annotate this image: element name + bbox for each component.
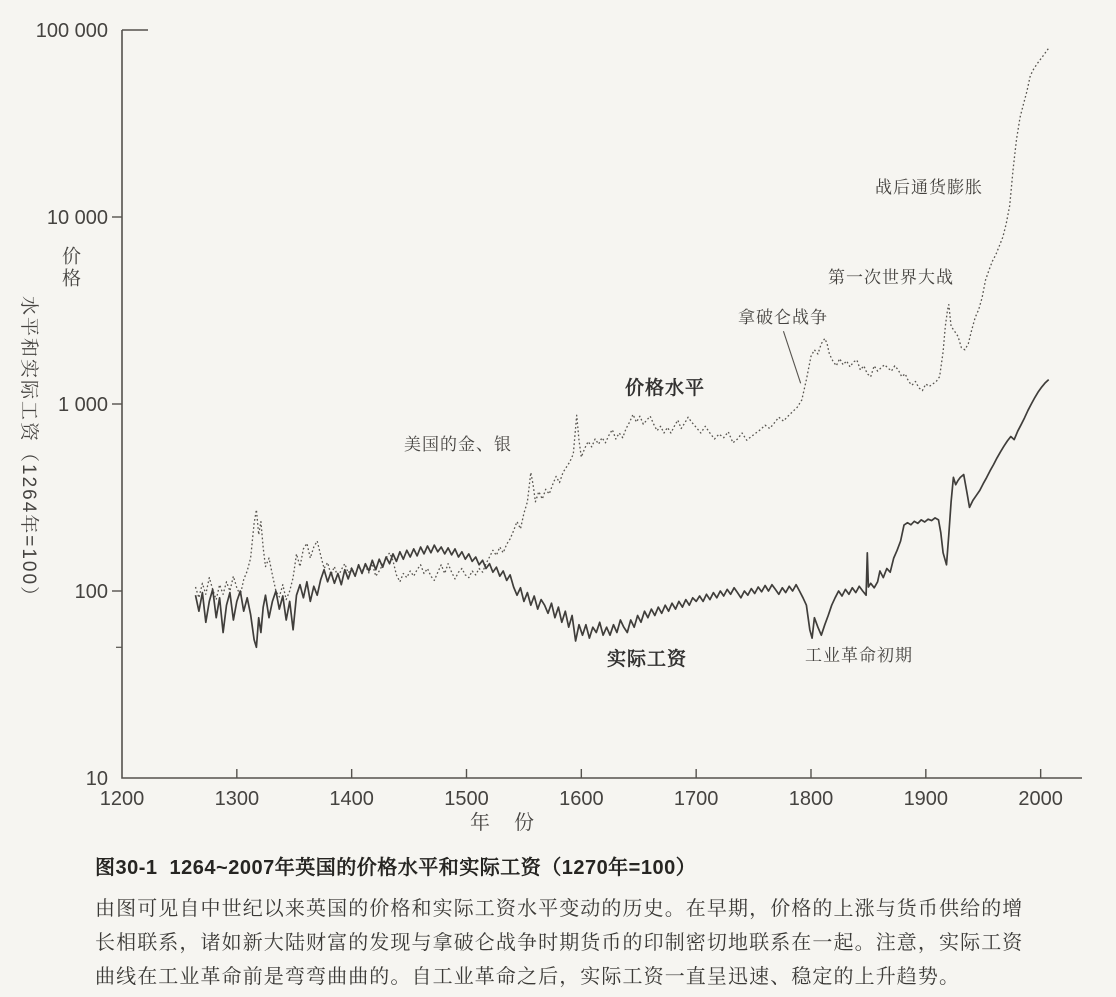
caption-line-2: 长相联系，诸如新大陆财富的发现与拿破仑战争时期货币的印制密切地联系在一起。注意，实际工资	[95, 932, 1024, 954]
y-tick-label: 1 000	[57, 394, 108, 416]
annotation-postwar-inflation: 战后通货膨胀	[875, 178, 983, 197]
figure-caption-body	[95, 892, 1080, 994]
x-tick-label: 1600	[559, 788, 604, 810]
x-tick-label: 1800	[788, 788, 834, 810]
x-tick-label: 1500	[444, 788, 489, 810]
axis-frame	[122, 30, 1082, 778]
real-wage-line	[196, 380, 1049, 648]
x-tick-label: 2000	[1018, 788, 1063, 810]
price-level-line	[196, 48, 1049, 600]
figure-number: 图30-1	[95, 857, 158, 879]
annotation-american-gold-silver: 美国的金、银	[404, 435, 512, 454]
figure-caption-title	[95, 851, 1080, 880]
x-tick-label: 1400	[329, 788, 374, 810]
caption-line-3: 曲线在工业革命前是弯弯曲曲的。自工业革命之后，实际工资一直呈迅速、稳定的上升趋势。	[95, 966, 961, 988]
caption-line-1: 由图可见自中世纪以来英国的价格和实际工资水平变动的历史。在早期，价格的上涨与货币供给的增	[95, 898, 1024, 920]
x-axis-title: 年 份	[470, 812, 536, 834]
x-tick-label: 1300	[214, 788, 260, 810]
y-axis-title-side: 水平和实际工资（1264年=100）	[18, 296, 39, 608]
figure-title-text: 1264~2007年英国的价格水平和实际工资（1270年=100）	[169, 857, 697, 879]
annotation-real-wage: 实际工资	[607, 649, 688, 670]
y-tick-label: 10 000	[46, 207, 108, 229]
figure-caption	[95, 851, 1080, 994]
annotation-napoleonic-wars: 拿破仑战争	[738, 308, 828, 327]
y-tick-label: 10	[85, 768, 108, 790]
napoleonic-wars-leader-line	[783, 331, 800, 383]
y-tick-label: 100	[74, 581, 108, 603]
y-tick-label: 100 000	[35, 20, 108, 42]
x-tick-label: 1700	[673, 788, 719, 810]
x-tick-label: 1200	[99, 788, 145, 810]
x-tick-label: 1900	[903, 788, 949, 810]
y-axis-title-upper: 价格	[59, 246, 80, 290]
annotation-price-level: 价格水平	[625, 378, 706, 399]
annotation-wwi: 第一次世界大战	[828, 268, 954, 287]
annotation-early-industrial-revolution: 工业革命初期	[805, 646, 913, 665]
